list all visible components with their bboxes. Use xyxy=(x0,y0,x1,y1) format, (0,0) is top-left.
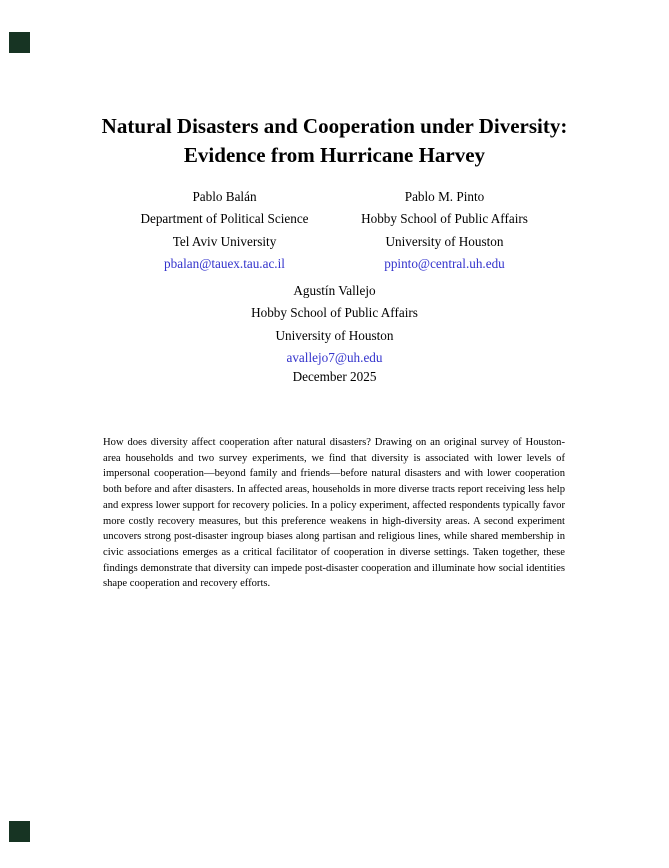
author-name: Pablo M. Pinto xyxy=(404,189,485,204)
author-name: Agustín Vallejo xyxy=(293,283,376,298)
corner-marker-bottom-left xyxy=(9,821,30,842)
author-email-link[interactable]: ppinto@central.uh.edu xyxy=(384,256,505,272)
author-block-2 xyxy=(335,186,555,276)
paper-title-line2: Evidence from Hurricane Harvey xyxy=(183,143,486,167)
paper-title xyxy=(0,112,669,170)
author-university: University of Houston xyxy=(275,327,394,343)
author-email-row xyxy=(115,253,335,275)
author-department: Hobby School of Public Affairs xyxy=(251,305,418,321)
paper-date: December 2025 xyxy=(292,369,377,384)
paper-title-line1: Natural Disasters and Cooperation under Diversity: xyxy=(101,114,568,138)
author-department: Department of Political Science xyxy=(140,211,309,227)
author-name: Pablo Balán xyxy=(192,189,257,204)
author-block-3 xyxy=(0,280,669,370)
author-block-1 xyxy=(115,186,335,276)
author-email-row xyxy=(335,253,555,275)
authors-row xyxy=(115,186,555,276)
author-email-link[interactable]: pbalan@tauex.tau.ac.il xyxy=(164,256,285,272)
author-department: Hobby School of Public Affairs xyxy=(361,211,528,227)
author-email-row xyxy=(0,347,669,369)
author-email-link[interactable]: avallejo7@uh.edu xyxy=(286,350,383,366)
author-university: Tel Aviv University xyxy=(172,233,277,249)
abstract-text: How does diversity affect cooperation after natural disasters? Drawing on an original survey of Houston-area households and two survey experiments, we find that diversity is associated with lower levels of impersonal cooperation—beyond family and friends—before natural disasters and with lower cooperation both before and after disasters. In affected areas, households in more diverse tracts report receiving less help and express lower support for recovery policies. In a policy experiment, affected respondents typically favor more costly recovery measures, but this preference weakens in high-diversity areas. A second experiment uncovers strong post-disaster ingroup biases along partisan and religious lines, while shared membership in civic associations emerges as a critical facilitator of cooperation in diverse settings. Taken together, these findings demonstrate that diversity can impede post-disaster cooperation and illuminate how social identities shape cooperation and recovery efforts. xyxy=(103,437,565,590)
author-university: University of Houston xyxy=(385,233,504,249)
corner-marker-top-left xyxy=(9,32,30,53)
